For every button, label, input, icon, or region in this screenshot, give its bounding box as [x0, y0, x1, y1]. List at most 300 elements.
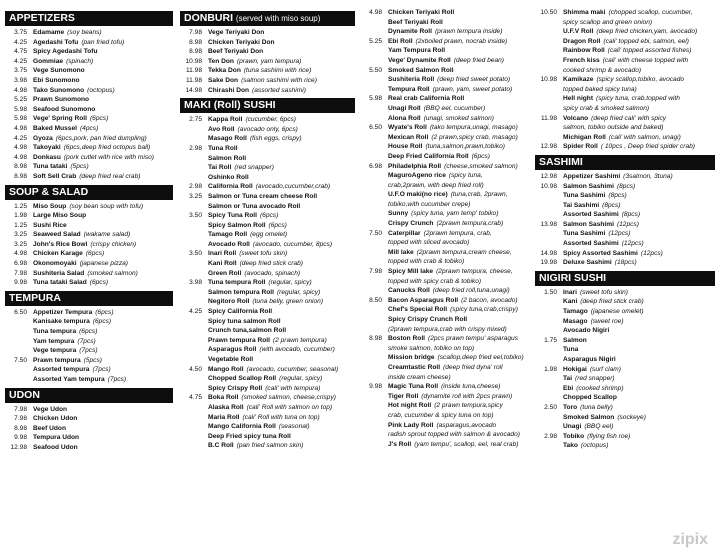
item-description: (deep fried roll,tuna,unagi): [432, 287, 510, 295]
item-description: (avocado, cucumber, 8pcs): [252, 240, 333, 248]
item-description: (octopus): [87, 86, 115, 94]
item-name: Ebi Roll: [388, 37, 413, 45]
menu-item: [180, 297, 355, 307]
item-price: 4.50: [189, 365, 202, 373]
item-name: Vege' Spring Roll: [33, 115, 87, 123]
item-name: Salmon Roll: [208, 154, 247, 162]
item-description: (5pcs): [70, 163, 89, 171]
item-description: (cali' with salmon, unagi): [608, 133, 681, 141]
section-header: NIGIRI SUSHI: [535, 271, 715, 286]
menu-item: [535, 413, 715, 423]
item-description: (12pcs): [640, 249, 663, 257]
item-name: Avocado Roll: [208, 240, 250, 248]
item-description: (2 bacon, avocado): [461, 296, 518, 304]
item-name: Mill lake: [388, 248, 414, 256]
item-price: 4.98: [14, 124, 27, 132]
item-description-continued: spicy scallop and green onion): [563, 18, 653, 26]
item-name: Inari Roll: [208, 250, 237, 258]
menu-item: [180, 66, 355, 76]
menu-item: [535, 75, 715, 85]
item-price: [180, 336, 208, 346]
menu-item: [180, 230, 355, 240]
item-price: 5.50: [369, 66, 382, 74]
item-name: Tai Sashimi: [563, 201, 600, 209]
item-price: [535, 413, 563, 423]
menu-item: [5, 143, 173, 153]
item-description-continued: cooked shrimp & avocado): [563, 66, 642, 74]
menu-item: [360, 305, 532, 315]
item-name: U.F.O maki(no rice): [388, 191, 448, 199]
item-price: 4.98: [369, 9, 382, 16]
item-description: (fish eggs, crispy): [249, 135, 302, 143]
item-name: Large Miso Soup: [33, 212, 87, 220]
item-name: Sunny: [388, 210, 409, 218]
item-name: Seafood Udon: [33, 443, 78, 451]
item-price: 6.98: [369, 162, 382, 170]
item-price: [360, 421, 388, 431]
menu-item: [5, 76, 173, 86]
menu-item: [180, 432, 355, 442]
menu-item: [360, 104, 532, 114]
item-name: Avocado Nigiri: [563, 327, 610, 335]
item-name: Rainbow Roll: [563, 47, 605, 55]
item-description: (japanese omelet): [590, 308, 644, 316]
item-price: [180, 288, 208, 298]
item-name: Chicken Teriyaki Roll: [388, 9, 455, 16]
item-description: (pan fried salmon skin): [236, 442, 304, 450]
menu-item: [535, 210, 715, 220]
menu-item: [535, 393, 715, 403]
menu-item: [5, 211, 173, 221]
menu-item: [180, 173, 355, 183]
item-name: Beef Teriyaki Don: [208, 48, 264, 56]
menu-item: [5, 317, 173, 327]
item-name: Yam Tempura Roll: [388, 47, 446, 55]
item-description: (wakame salad): [83, 231, 131, 239]
menu-item: [535, 432, 715, 442]
menu-column-4: [535, 8, 715, 451]
item-name: Tai: [563, 375, 573, 383]
item-name: Appetizer Tempura: [33, 308, 93, 316]
menu-item: [360, 152, 532, 162]
item-price: 7.98: [189, 29, 202, 36]
menu-item: [360, 133, 532, 143]
item-name: Kamikaze: [563, 76, 594, 84]
item-price: 12.98: [540, 143, 557, 151]
item-name: Takoyaki: [33, 144, 61, 152]
item-name: French kiss: [563, 56, 600, 64]
item-name: Spicy Mill lake: [388, 268, 434, 276]
item-price: 5.25: [14, 96, 27, 104]
menu-column-2: [180, 8, 355, 451]
item-description: (red snapper): [575, 375, 615, 383]
menu-item: [180, 384, 355, 394]
item-name: Maria Roll: [208, 413, 240, 421]
item-price: [360, 114, 388, 124]
menu-item: [360, 392, 532, 402]
item-price: 7.98: [369, 268, 382, 276]
menu-item: [535, 56, 715, 66]
item-price: 10.98: [540, 182, 557, 190]
menu-item: [360, 267, 532, 277]
item-price: [5, 365, 33, 375]
menu-item: [535, 336, 715, 346]
item-name: Tuna tataki Salad: [33, 279, 87, 287]
item-description: (sweet roe): [590, 317, 624, 325]
item-name: Ten Don: [208, 57, 234, 65]
item-name: Kappa Roll: [208, 116, 243, 124]
item-name: Appetizer Sashimi: [563, 172, 621, 180]
item-name: Deep Fried spicy tuna Roll: [208, 432, 291, 440]
item-description: (dynamite roll with 2pcs prawn): [421, 392, 513, 400]
item-name: Unagi Roll: [388, 104, 421, 112]
item-name: Vege Teriyaki Don: [208, 29, 265, 36]
menu-item: [535, 239, 715, 249]
item-description: (2xboiled prawn, nocrab inside): [415, 37, 508, 45]
menu-item: [360, 286, 532, 296]
item-price: 1.98: [14, 212, 27, 220]
item-price: [360, 46, 388, 56]
menu-item: [180, 76, 355, 86]
item-price: 4.25: [14, 134, 27, 142]
item-name: Kanisake tempura: [33, 318, 90, 326]
item-name: Chicken Teriyaki Don: [208, 38, 275, 46]
menu-item: [5, 308, 173, 318]
item-name: Assorted Sashimi: [563, 211, 619, 219]
item-price: 12.98: [540, 172, 557, 180]
item-description: (2 prawn,spicy crab, masago): [431, 133, 518, 141]
item-name: Chopped Scallop: [563, 394, 617, 402]
item-description: (regular, spicy): [276, 288, 321, 296]
item-name: Tobiko: [563, 432, 585, 440]
item-name: Prawn tempura Roll: [208, 336, 270, 344]
item-description: (cali' topped ebi, salmon, eel): [603, 37, 689, 45]
item-description: (12pcs): [616, 220, 639, 228]
menu-item: [180, 413, 355, 423]
menu-item: [535, 345, 715, 355]
menu-item: [180, 202, 355, 212]
item-price: 7.98: [14, 269, 27, 277]
item-name: Crispy Crunch: [388, 220, 434, 228]
menu-item: [535, 365, 715, 375]
item-name: Canucks Roll: [388, 287, 430, 295]
item-name: MaguroAgeno rice: [388, 172, 446, 180]
menu-item: [180, 163, 355, 173]
item-price: 14.98: [540, 249, 557, 257]
item-name: Tuna Roll: [208, 144, 238, 152]
menu-item: [180, 307, 355, 317]
item-price: 5.98: [14, 105, 27, 113]
item-price: [360, 190, 388, 200]
item-price: 4.25: [14, 38, 27, 46]
menu-item: [535, 403, 715, 413]
item-price: 10.98: [540, 76, 557, 84]
item-description: (3salmon, 3tuna): [623, 172, 673, 180]
menu-item: [180, 249, 355, 259]
menu-item: [535, 191, 715, 201]
item-name: Ebi Sunomono: [33, 76, 80, 84]
item-name: Tuna Sashimi: [563, 192, 606, 200]
item-description: (deep fried cali' with spicy: [591, 114, 667, 122]
item-name: Masago: [563, 317, 588, 325]
menu-item: [180, 86, 355, 96]
menu-item: [5, 105, 173, 115]
item-name: Miso Soup: [33, 202, 67, 210]
item-description: (cali' Roll with salmon on top): [246, 403, 333, 411]
item-price: 12.98: [10, 443, 27, 451]
item-price: [360, 401, 388, 411]
item-price: [180, 125, 208, 135]
item-price: 4.98: [14, 250, 27, 258]
item-description-continued: tobiko,with cucumber crepe): [388, 200, 471, 208]
menu-item: [180, 336, 355, 346]
section-header: SASHIMI: [535, 155, 715, 170]
menu-item: [5, 172, 173, 182]
item-price: 5.98: [369, 95, 382, 103]
item-price: [180, 345, 208, 355]
item-price: [180, 355, 208, 365]
menu-item: [535, 8, 715, 18]
item-name: Salmon or Tuna cream cheese Roll: [208, 192, 318, 200]
item-price: [180, 173, 208, 183]
item-name: Chopped Scallop Roll: [208, 375, 277, 383]
item-name: Caterpillar: [388, 229, 421, 237]
menu-item: [535, 142, 715, 152]
item-description: (deep fried bean): [453, 56, 504, 64]
menu-item: [360, 56, 532, 66]
item-description: (regular, spicy): [268, 279, 312, 287]
item-price: [180, 297, 208, 307]
item-price: 8.98: [14, 424, 27, 432]
menu-item: [5, 414, 173, 424]
item-name: Seaweed Salad: [33, 231, 81, 239]
item-price: [5, 375, 33, 385]
item-price: [180, 163, 208, 173]
item-price: 3.25: [14, 240, 27, 248]
item-name: Sushi Rice: [33, 221, 67, 229]
menu-item: [535, 326, 715, 336]
item-description: (4pcs): [79, 124, 99, 132]
item-price: [360, 75, 388, 85]
item-name: Asparagus Roll: [208, 346, 257, 354]
item-description: (7pcs): [77, 337, 96, 345]
item-description: (5pcs): [83, 356, 102, 364]
item-price: [180, 269, 208, 279]
item-name: Kani Roll: [208, 260, 237, 268]
item-price: 11.98: [540, 114, 557, 122]
item-price: [360, 104, 388, 114]
menu-item: [535, 374, 715, 384]
item-price: [360, 171, 388, 181]
menu-item: [5, 375, 173, 385]
item-name: Tuna Sashimi: [563, 230, 606, 238]
item-price: 6.50: [369, 124, 382, 132]
item-price: 4.25: [14, 57, 27, 65]
item-name: Smoked Salmon: [563, 413, 615, 421]
item-name: Vege Udon: [33, 405, 68, 413]
menu-item: [360, 171, 532, 181]
item-description: (2pcs prawn tempu' asparagus: [428, 335, 518, 343]
item-price: 9.98: [14, 279, 27, 287]
item-price: [360, 305, 388, 315]
item-description: (chopped scallop, cucumber,: [608, 9, 693, 16]
item-price: [5, 317, 33, 327]
item-price: [180, 202, 208, 212]
item-price: [360, 219, 388, 229]
item-name: Dynamite Roll: [388, 28, 432, 36]
item-name: California Roll: [208, 183, 253, 191]
item-price: 3.75: [14, 29, 27, 36]
item-name: Spider Roll: [563, 143, 598, 151]
item-description: (2prawn tempura,cream cheese,: [416, 248, 512, 256]
menu-item: [535, 422, 715, 432]
menu-item: [180, 345, 355, 355]
item-description: (cooked shrimp): [576, 384, 624, 392]
item-price: [535, 46, 563, 56]
item-price: 5.98: [14, 115, 27, 123]
item-name: Vegetable Roll: [208, 356, 254, 363]
item-price: [360, 363, 388, 373]
item-price: [180, 134, 208, 144]
item-name: Ebi: [563, 384, 574, 392]
item-price: [360, 248, 388, 258]
item-description: (japanese pizza): [79, 260, 128, 268]
menu-item: [535, 355, 715, 365]
item-description: (octopus): [580, 442, 609, 450]
item-price: 4.75: [14, 48, 27, 56]
item-name: Mission bridge: [388, 354, 435, 362]
item-name: Assorted tempura: [33, 366, 90, 374]
menu-item: [5, 162, 173, 172]
item-price: [5, 327, 33, 337]
item-description: (tuna,salmon,prawn,tobiko): [425, 143, 505, 151]
item-name: Toro: [563, 403, 578, 411]
item-description: (6pcs): [95, 308, 114, 316]
menu-item: [5, 278, 173, 288]
item-price: [360, 440, 388, 450]
item-description: (BBQ eel, cucumber): [423, 104, 486, 112]
menu-item: [5, 66, 173, 76]
menu-item: [360, 114, 532, 124]
menu-item: [360, 421, 532, 431]
menu-item: [360, 248, 532, 258]
item-price: 8.98: [369, 335, 382, 343]
item-description: (with avocado, cucumber): [259, 346, 335, 354]
item-description: (spicy scallop,tobiko, avocado: [596, 76, 685, 84]
item-name: Avo Roll: [208, 125, 235, 133]
item-description: (6pcs): [89, 115, 109, 123]
item-description: (tako tempura,unagi, masago): [429, 124, 518, 132]
item-price: 4.75: [189, 394, 202, 402]
item-price: [535, 56, 563, 66]
menu-item: [180, 422, 355, 432]
item-description: (assorted sashimi): [252, 86, 306, 94]
menu-item: [180, 134, 355, 144]
item-description: (6pcs): [79, 328, 98, 336]
item-price: 1.50: [544, 288, 557, 296]
section-header: MAKI (Roll) SUSHI: [180, 98, 355, 113]
item-name: Tako Sunomono: [33, 86, 85, 94]
section-title: DONBURI: [184, 12, 233, 24]
item-price: 10.98: [185, 57, 202, 65]
item-price: [535, 37, 563, 47]
item-name: Spicy California Roll: [208, 308, 273, 316]
menu-item: [5, 95, 173, 105]
menu-item: [360, 8, 532, 18]
item-price: 3.50: [189, 212, 202, 220]
menu-item: [360, 440, 532, 450]
menu-item: [360, 229, 532, 239]
menu-item: [5, 124, 173, 134]
item-price: 13.98: [540, 220, 557, 228]
item-name: Crunch tuna,salmon Roll: [208, 327, 287, 335]
item-price: 1.25: [14, 221, 27, 229]
menu-item: [5, 202, 173, 212]
item-name: Michigan Roll: [563, 133, 606, 141]
item-price: [535, 345, 563, 355]
item-description: (cheese,smoked salmon): [444, 162, 518, 170]
item-description: (8pcs): [616, 182, 636, 190]
item-description: (18pcs): [614, 259, 637, 267]
item-price: [535, 133, 563, 143]
item-price: [360, 392, 388, 402]
menu-item: [180, 288, 355, 298]
item-name: Spicy Agedashi Tofu: [33, 48, 98, 56]
item-price: [180, 432, 208, 442]
item-name: Assorted Yam tempura: [33, 376, 105, 383]
item-name: Mexican Roll: [388, 133, 429, 141]
item-name: Tuna: [563, 346, 579, 354]
item-name: Real crab California Roll: [388, 95, 465, 103]
menu-item: [5, 57, 173, 67]
item-name: Hot night Roll: [388, 402, 432, 410]
item-name: Tuna tataki: [33, 163, 68, 171]
item-description: (deep fried dyna' roll: [443, 363, 503, 371]
item-name: Tamago: [563, 308, 588, 316]
item-name: Negitoro Roll: [208, 298, 250, 306]
item-name: Soft Sell Crab: [33, 172, 77, 180]
item-name: John's Rice Bowl: [33, 240, 88, 248]
menu-item: [5, 356, 173, 366]
item-name: Salmon: [563, 336, 587, 344]
item-name: Tuna tempura Roll: [208, 279, 266, 287]
item-price: 10.50: [540, 9, 557, 16]
item-price: 3.98: [14, 76, 27, 84]
menu-item: [5, 28, 173, 38]
menu-item: [360, 18, 532, 28]
menu-item: [360, 94, 532, 104]
item-price: [180, 441, 208, 451]
menu-item: [535, 114, 715, 124]
item-price: 2.98: [189, 144, 202, 152]
item-name: Gommiae: [33, 57, 64, 65]
menu-item: [180, 269, 355, 279]
item-price: [535, 94, 563, 104]
item-price: [180, 326, 208, 336]
menu-item: [360, 353, 532, 363]
item-description: (6pcs): [471, 152, 490, 160]
menu-item: [360, 123, 532, 133]
item-name: Sake Don: [208, 76, 239, 84]
item-name: Inari: [563, 288, 577, 296]
item-description-continued: radish sprout topped with salmon & avocado): [388, 431, 520, 439]
item-price: [535, 422, 563, 432]
menu-item: [180, 144, 355, 154]
item-name: Beef Teriyaki Roll: [388, 18, 443, 26]
item-price: 6.98: [14, 260, 27, 268]
menu-item: [180, 125, 355, 135]
item-description: (spinach): [66, 57, 94, 65]
